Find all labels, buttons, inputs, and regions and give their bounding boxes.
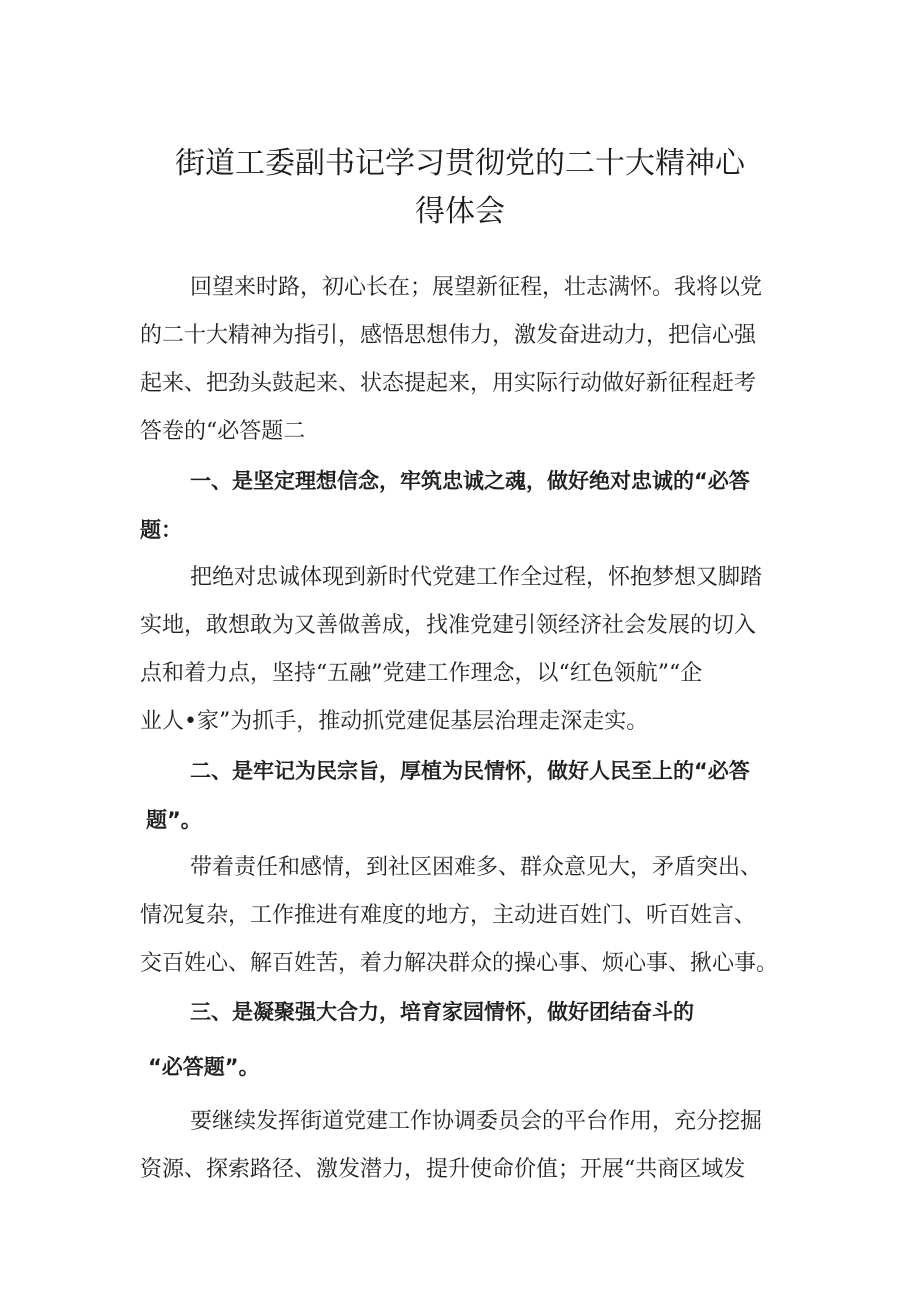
section2-body-line-2: 情况复杂，工作推进有难度的地方，主动进百姓门、听百姓言、 bbox=[140, 903, 757, 928]
section2-body-line-1: 带着责任和感情，到社区困难多、群众意见大，矛盾突出、 bbox=[190, 855, 763, 880]
section3-body-line-2: 资源、探索路径、激发潜力，提升使命价值；开展“共商区域发 bbox=[140, 1157, 746, 1182]
section1-body-line-1: 把绝对忠诚体现到新时代党建工作全过程，怀抱梦想又脚踏 bbox=[190, 565, 763, 590]
section1-body-line-3: 点和着力点，坚持“五融”党建工作理念，以“红色领航”“企 bbox=[140, 661, 703, 686]
intro-line-3: 起来、把劲头鼓起来、状态提起来，用实际行动做好新征程赶考 bbox=[140, 371, 757, 396]
title-line-1: 街道工委副书记学习贯彻党的二十大精神心 bbox=[175, 146, 745, 181]
section3-heading-line-2: “必答题”。 bbox=[148, 1055, 260, 1079]
intro-line-2: 的二十大精神为指引，感悟思想伟力，激发奋进动力，把信心强 bbox=[140, 323, 757, 348]
title-line-2: 得体会 bbox=[415, 194, 505, 229]
document-title bbox=[140, 140, 780, 236]
section2-body-line-3: 交百姓心、解百姓苦，着力解决群众的操心事、烦心事、揪心事。 bbox=[140, 951, 779, 976]
intro-line-4: 答卷的“必答题二 bbox=[140, 419, 306, 444]
section2-heading-line-1: 二、是牢记为民宗旨，厚植为民情怀，做好人民至上的“必答 bbox=[190, 759, 750, 783]
section1-body-line-4: 业人•家”为抓手，推动抓党建促基层治理走深走实。 bbox=[140, 709, 649, 734]
intro-line-1: 回望来时路，初心长在；展望新征程，壮志满怀。我将以党 bbox=[190, 275, 763, 300]
section1-body-line-2: 实地，敢想敢为又善做善成，找准党建引领经济社会发展的切入 bbox=[140, 613, 757, 638]
section2-heading-line-2: 题”。 bbox=[146, 808, 202, 832]
section3-body-line-1: 要继续发挥街道党建工作协调委员会的平台作用，充分挖掘 bbox=[190, 1109, 763, 1134]
section1-heading-line-1: 一、是坚定理想信念，牢筑忠诚之魂，做好绝对忠诚的“必答 bbox=[190, 469, 750, 493]
section3-heading-line-1: 三、是凝聚强大合力，培育家园情怀，做好团结奋斗的 bbox=[190, 1000, 694, 1024]
section1-heading-line-2: 题： bbox=[140, 518, 182, 542]
